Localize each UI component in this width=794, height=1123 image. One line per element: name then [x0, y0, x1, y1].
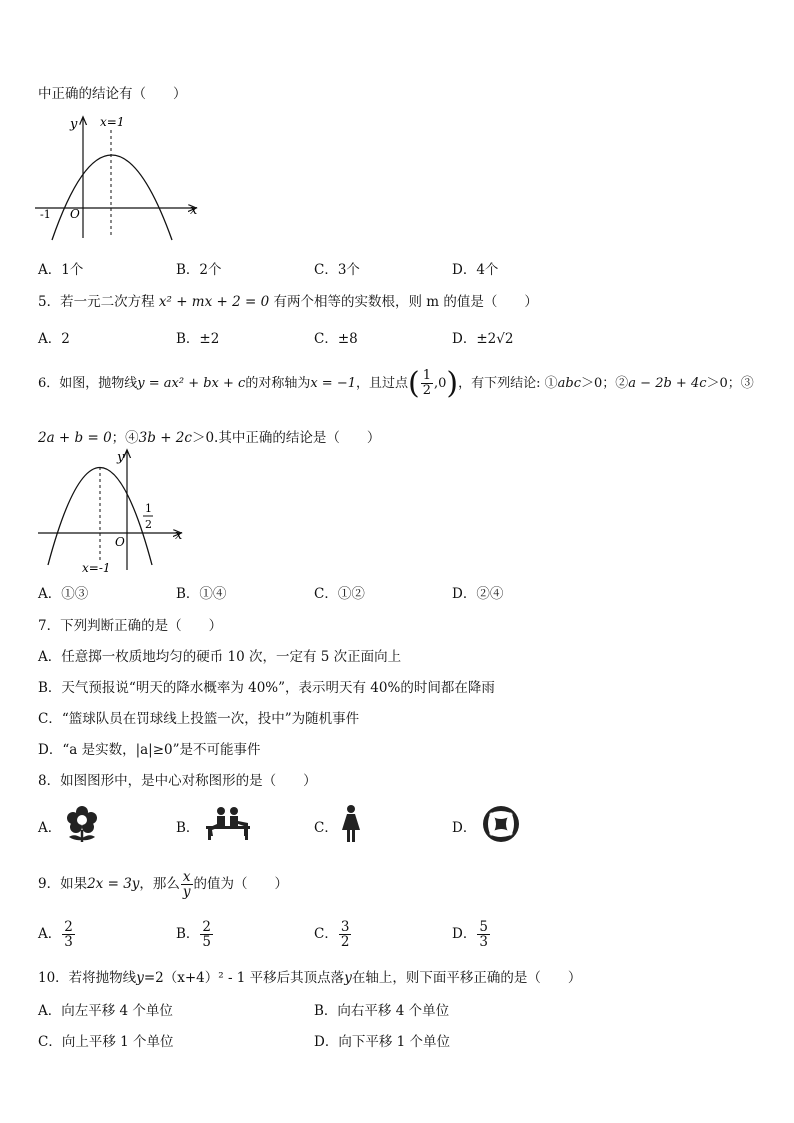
q7-option-d[interactable]: D．“a 是实数，|a|≥0”是不可能事件: [38, 742, 261, 758]
q6-stem-line-1: [38, 366, 754, 401]
q8-option-c[interactable]: [314, 816, 338, 836]
q9-frac-den: y: [182, 884, 191, 901]
q6-y-label: y: [117, 450, 125, 465]
q5-option-d[interactable]: D．±2√2: [452, 331, 514, 347]
q9-option-c-num: 3: [340, 919, 350, 935]
q9-text-3: 的值为（ ）: [193, 876, 289, 893]
q6-point-num: 1: [422, 368, 432, 384]
q9-option-c-fraction: [339, 920, 352, 949]
q9-option-d-num: 5: [479, 919, 488, 935]
q5-text-1: 5．若一元二次方程: [38, 294, 155, 310]
q9-option-b-num: 2: [202, 919, 212, 935]
q8-option-c-label: C．: [314, 820, 338, 836]
q6-point-y: ,0: [434, 376, 447, 391]
q6-conclusion-1: abc: [557, 376, 582, 391]
q8-option-d[interactable]: [452, 816, 476, 836]
q6-conclusion-3: 2a + b = 0: [38, 430, 112, 446]
q6-axis-label: x=-1: [82, 561, 111, 575]
q6-option-a[interactable]: A．①③: [38, 586, 89, 602]
q9-equation: 2x = 3y: [87, 876, 140, 893]
q6-conclusion-2: a − 2b + 4c: [628, 376, 707, 391]
q4-origin-label: O: [70, 207, 80, 221]
q5-option-a[interactable]: A．2: [38, 331, 70, 347]
q8-option-a[interactable]: [38, 816, 61, 836]
q9-option-b[interactable]: [176, 920, 214, 949]
q9-option-c[interactable]: [314, 920, 352, 949]
q6-origin-label: O: [115, 535, 125, 549]
q6-equation: y = ax² + bx + c: [137, 376, 246, 391]
q6-option-b[interactable]: B．①④: [176, 586, 227, 602]
q6-graph: [30, 445, 195, 575]
q5-option-c[interactable]: C．±8: [314, 331, 358, 347]
q5-option-b[interactable]: B．±2: [176, 331, 220, 347]
q10-text-3: 在轴上，则下面平移正确的是（ ）: [351, 970, 582, 986]
q9-option-d-fraction: [477, 920, 490, 949]
q4-tick-label: -1: [40, 208, 51, 221]
q9-option-d-label: D．: [452, 926, 477, 943]
q9-option-d-den: 3: [479, 934, 488, 951]
q7-option-a[interactable]: A．任意掷一枚质地均匀的硬币 10 次，一定有 5 次正面向上: [38, 649, 402, 665]
q5-equation: x² + mx + 2 = 0: [158, 294, 270, 310]
q9-stem: [38, 870, 288, 899]
q6-right-paren: ): [446, 366, 459, 401]
q4-option-b[interactable]: B．2个: [176, 262, 222, 278]
q6-axis-equation: x = −1: [310, 376, 356, 391]
q9-option-b-fraction: [200, 920, 213, 949]
q6-text-6: ＞0；③: [706, 376, 754, 391]
q8-option-d-label: D．: [452, 820, 477, 836]
q9-option-a-fraction: [62, 920, 75, 949]
q9-option-c-label: C．: [314, 926, 338, 943]
q6-text-1: 6．如图，抛物线: [38, 376, 138, 391]
q6-text-7: ；④: [111, 430, 139, 446]
q9-frac-num: x: [182, 869, 191, 885]
q6-conclusion-4: 3b + 2c: [138, 430, 192, 446]
q6-point-den: 2: [422, 383, 432, 398]
q8-stem: 8．如图图形中，是中心对称图形的是（ ）: [38, 773, 317, 789]
q6-text-8: ＞0.其中正确的结论是（ ）: [191, 430, 381, 446]
q10-text-1: 10．若将抛物线: [38, 970, 137, 986]
q6-option-d[interactable]: D．②④: [452, 586, 504, 602]
q6-x-label: x: [175, 528, 183, 543]
q5-stem: [38, 290, 538, 310]
q9-fraction: [181, 870, 193, 899]
q9-option-d[interactable]: [452, 920, 491, 949]
q6-half-num: 1: [145, 502, 152, 515]
q4-graph: [30, 110, 205, 245]
q7-option-b[interactable]: B．天气预报说“明天的降水概率为 40%”，表示明天有 40%的时间都在降雨: [38, 680, 495, 696]
q8-option-b[interactable]: [176, 816, 199, 836]
q8-option-b-label: B．: [176, 820, 200, 836]
q8-option-a-label: A．: [38, 820, 62, 836]
q9-option-b-label: B．: [176, 926, 200, 943]
people-bench-icon: [204, 806, 252, 842]
q4-stem-tail: 中正确的结论有（ ）: [38, 86, 187, 102]
q10-text-2: =2（x+4）² - 1 平移后其顶点落: [143, 970, 345, 986]
q6-half-den: 2: [145, 518, 152, 531]
q9-option-a[interactable]: [38, 920, 76, 949]
q7-option-c[interactable]: C．“篮球队员在罚球线上投篮一次，投中”为随机事件: [38, 711, 360, 727]
q9-option-a-den: 3: [64, 934, 73, 951]
q4-y-label: y: [70, 117, 78, 132]
q4-parabola: [52, 155, 172, 240]
q7-stem: 7．下列判断正确的是（ ）: [38, 618, 223, 634]
q10-option-b[interactable]: B．向右平移 4 个单位: [314, 1003, 450, 1019]
q4-option-a[interactable]: A．1个: [38, 262, 84, 278]
q9-option-a-label: A．: [38, 926, 62, 943]
q6-left-paren: (: [408, 366, 420, 401]
q6-text-5: ＞0；②: [581, 376, 629, 391]
flower-icon: [64, 804, 100, 844]
q4-option-c[interactable]: C．3个: [314, 262, 360, 278]
q6-stem-line-2: [38, 426, 380, 446]
q6-text-2: 的对称轴为: [245, 376, 311, 391]
q10-axis-var: y: [344, 970, 352, 986]
q10-option-a[interactable]: A．向左平移 4 个单位: [38, 1003, 173, 1019]
q6-option-c[interactable]: C．①②: [314, 586, 365, 602]
q4-axis-label: x=1: [100, 115, 125, 129]
q9-option-b-den: 5: [202, 934, 212, 951]
q9-option-c-den: 2: [340, 934, 350, 951]
woman-icon: [340, 804, 362, 844]
q10-option-c[interactable]: C．向上平移 1 个单位: [38, 1034, 174, 1050]
q4-x-label: x: [190, 203, 198, 218]
q10-option-d[interactable]: D．向下平移 1 个单位: [314, 1034, 450, 1050]
circle-cross-icon: [481, 804, 521, 844]
q6-text-3: ，且过点: [356, 376, 409, 391]
q4-option-d[interactable]: D．4个: [452, 262, 499, 278]
q9-text-2: ，那么: [139, 876, 180, 893]
q6-point-fraction: [421, 369, 433, 397]
q10-equation-var: y: [136, 970, 144, 986]
q6-text-4: ，有下列结论: ①: [458, 376, 558, 391]
q5-text-2: 有两个相等的实数根，则 m 的值是（ ）: [273, 294, 538, 310]
q9-text-1: 9．如果: [38, 876, 88, 893]
q10-stem: [38, 966, 581, 986]
q9-option-a-num: 2: [64, 919, 73, 935]
